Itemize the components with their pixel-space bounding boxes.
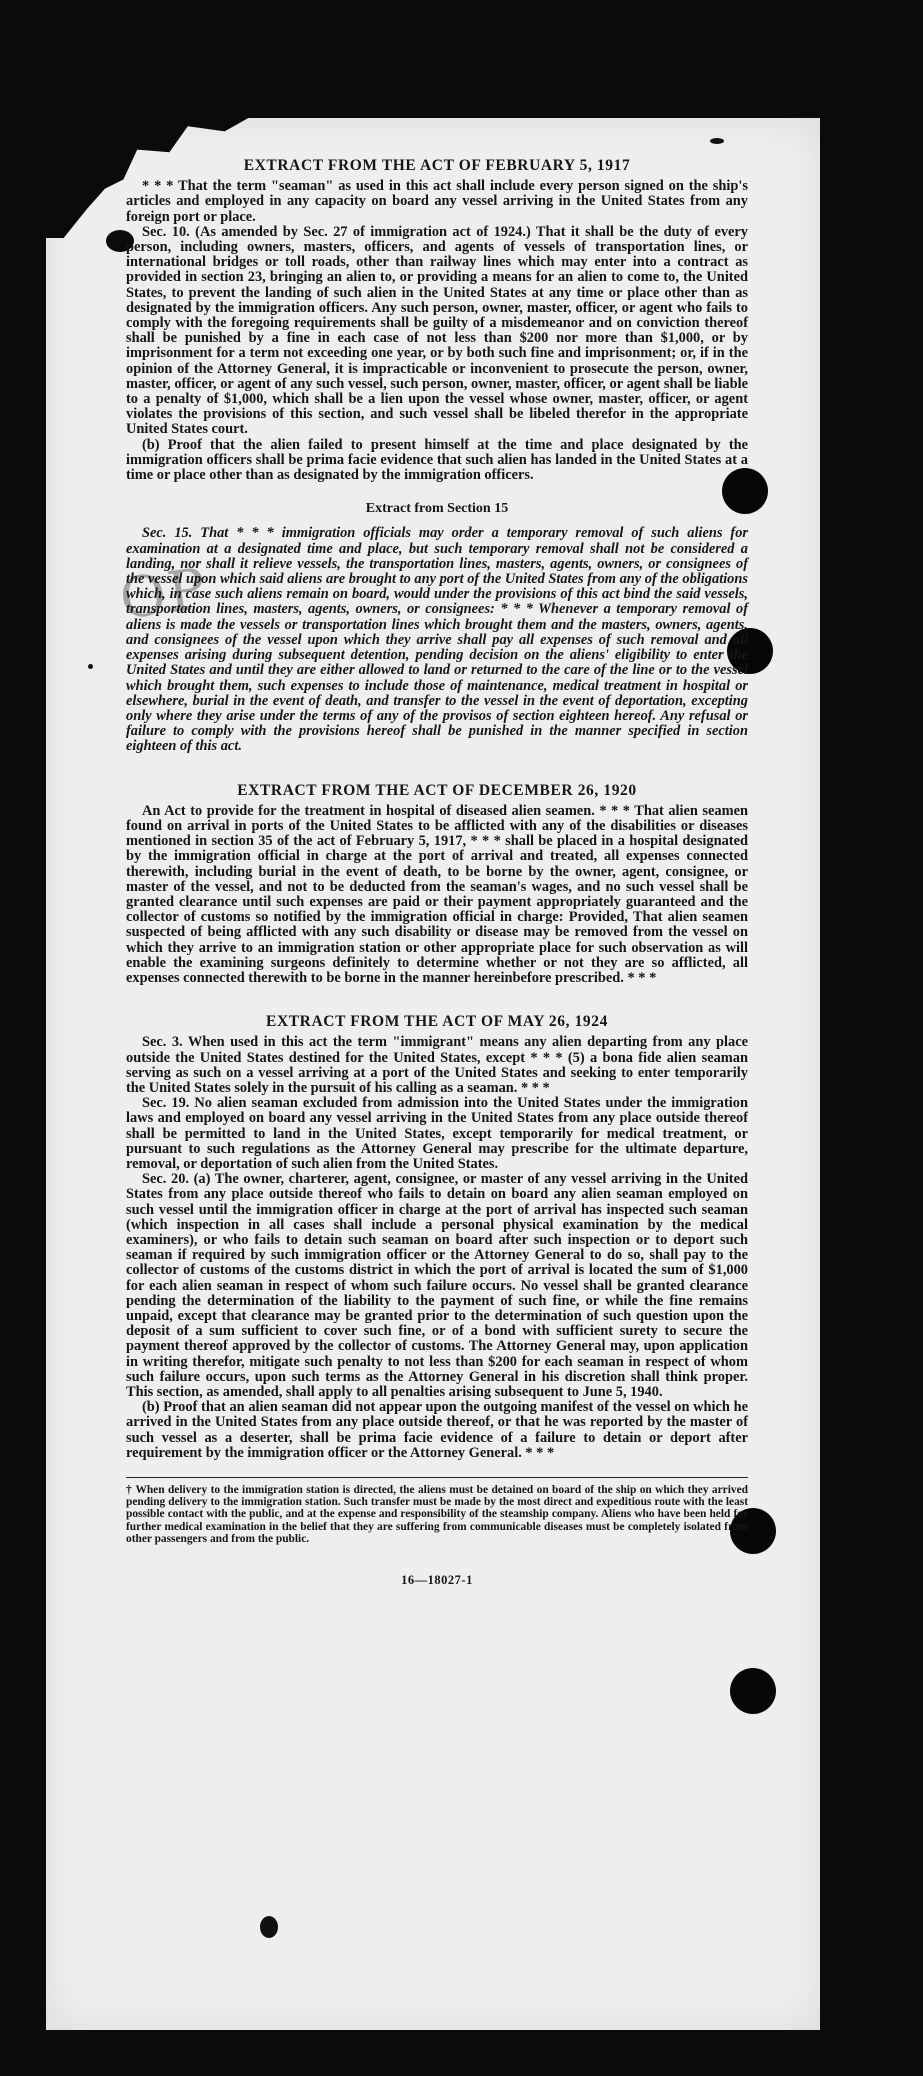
paragraph-section-15: Sec. 15. That * * * immigration officials may order a temporary removal of such aliens for examination at a designated time and place, but such temporary removal shall not be considered a landing, nor shall it relieve vessels, the transportation lines, masters, agents, owners, or consignees of the vessel upon which said aliens are brought to any port of the United States from any of the obligations which, in case such aliens remain on board, would under the provisions of this act bind the said vessels, transportation lines, masters, agents, owners, or consignees: * * * Whenever a temporary removal of aliens is made the vessels or transportation lines which brought them and the masters, owners, agents, and consignees of the vessel upon which they arrive shall pay all expenses of such removal and all expenses arising during subsequent detention, pending decision on the aliens' eligibility to enter the United States and until they are either allowed to land or returned to the care of the line or to the vessel which brought them, such expenses to include those of maintenance, medical treatment in hospital or elsewhere, burial in the event of death, and transfer to the vessel in the event of deportation, excepting only where they arise under the terms of any of the provisos of section eighteen hereof. Any refusal or failure to comply with the provisions hereof shall be punished in the manner specified in section eighteen of this act. <box>126 525 748 755</box>
ink-speck <box>710 138 724 144</box>
footnote: † When delivery to the immigration station is directed, the aliens must be detained on board of the ship on which they arrived pending delivery to the immigration station. Such transfer must be made by the most direct and expeditious route with the least possible contact with the public, and at the expense and responsibility of the steamship company. Aliens who have been held for further medical examination in the belief that they are suffering from communicable diseases must be completely isolated from other passengers and from the public. <box>126 1477 748 1545</box>
paragraph-section-20-a: Sec. 20. (a) The owner, charterer, agent, consignee, or master of any vessel arriving in the United States from any place outside thereof who fails to detain on board any alien seaman employed on such vessel until the immigration officer in charge at the port of arrival has inspected such seaman (which inspection in all cases shall include a personal physical examination by the medical examiners), or who fails to detain such seaman on board after such inspection or to deport such seaman if required by such immigration officer or the Attorney General to do so, shall pay to the collector of customs of the customs district in which the port of arrival is located the sum of $1,000 for each alien seaman in respect of whom such failure occurs. No vessel shall be granted clearance pending the determination of the liability to the payment of such fine, or while the fine remains unpaid, except that clearance may be granted prior to the determination of such question upon the deposit of a sum sufficient to cover such fine, or of a bond with sufficient surety to secure the payment thereof approved by the collector of customs. The Attorney General may, upon application in writing therefor, mitigate such penalty to not less than $200 for each seaman in respect of whom such failure occurs, upon such terms as the Attorney General in his discretion shall think proper. This section, as amended, shall apply to all penalties arising subsequent to June 5, 1940. <box>126 1171 748 1401</box>
form-number: 16—18027-1 <box>401 1573 473 1588</box>
heading-act-1917: EXTRACT FROM THE ACT OF FEBRUARY 5, 1917 <box>243 157 631 174</box>
handwritten-mark: OP <box>115 556 212 633</box>
paragraph-section-3: Sec. 3. When used in this act the term "immigrant" means any alien departing from any place outside the United States destined for the United States, except * * * (5) a bona fide alien seaman serving as such on a vessel arriving at a port of the United States and seeking to enter temporarily the United States solely in the pursuit of his calling as a seaman. * * * <box>126 1034 748 1096</box>
document-body <box>126 158 748 1588</box>
paragraph-section-10: Sec. 10. (As amended by Sec. 27 of immigration act of 1924.) That it shall be the duty of every person, including owners, masters, officers, and agents of vessels of transportation lines, or international bridges or toll roads, other than railway lines which may enter into a contract as provided in section 23, bringing an alien to, or providing a means for an alien to come to, the United States, to prevent the landing of such alien in the United States at any time or place other than as designated by the immigration officers. Any such person, owner, master, officer, or agent who fails to comply with the foregoing requirements shall be guilty of a misdemeanor and on conviction thereof shall be punished by a fine in each case of not less than $200 nor more than $1,000, or by imprisonment for a term not exceeding one year, or by both such fine and imprisonment; or, if in the opinion of the Attorney General, it is impracticable or inconvenient to prosecute the person, owner, master, officer, or agent of any such vessel, such person, owner, master, officer, or agent shall be liable to a penalty of $1,000, which shall be a lien upon the vessel whose owner, master, officer, or agent violates the provisions of this section, and such vessel shall be libeled therefor in the appropriate United States court. <box>126 223 748 438</box>
paragraph-section-10-b: (b) Proof that the alien failed to present himself at the time and place designated by the immigration officers shall be prima facie evidence that such alien has landed in the United States at a time or place other than as designated by the immigration officers. <box>126 436 748 484</box>
paragraph-act-1920: An Act to provide for the treatment in hospital of diseased alien seamen. * * * That alien seamen found on arrival in ports of the United States to be afflicted with any of the disabilities or diseases mentioned in section 35 of the act of February 5, 1917, * * * shall be placed in a hospital designated by the immigration official in charge at the port of arrival and treated, all expenses connected therewith, including burial in the event of death, to be borne by the owner, agent, consignee, or master of the vessel, and not to be deducted from the seaman's wages, and no such vessel shall be granted clearance until such expenses are paid or their payment appropriately guaranteed and the collector of customs so notified by the immigration official in charge: Provided, That alien seamen suspected of being afflicted with any such disability or disease may be removed from the vessel on which they arrive to an immigration station or other appropriate place for such observation as will enable the examining surgeons definitely to determine whether or not they are so afflicted, all expenses connected therewith to be borne in the manner hereinbefore prescribed. * * * <box>126 802 748 986</box>
paragraph-section-19: Sec. 19. No alien seaman excluded from admission into the United States under the immigration laws and employed on board any vessel arriving in the United States from any place outside thereof shall be permitted to land in the United States, except temporarily for medical treatment, or pursuant to such regulations as the Attorney General may prescribe for the ultimate departure, removal, or deportation of such alien from the United States. <box>126 1095 748 1172</box>
punch-hole <box>730 1668 776 1714</box>
paragraph-section-20-b: (b) Proof that an alien seaman did not appear upon the outgoing manifest of the vessel on which he arrived in the United States from any place outside thereof, or that he was reported by the master of such vessel as a deserter, shall be prima facie evidence of a failure to detain or deport after requirement by the immigration officer or the Attorney General. * * * <box>126 1399 748 1461</box>
ink-speck <box>260 1916 278 1938</box>
heading-act-1924: EXTRACT FROM THE ACT OF MAY 26, 1924 <box>266 1013 608 1031</box>
paragraph-seaman-definition: * * * That the term "seaman" as used in this act shall include every person signed on the ship's articles and employed in any capacity on board any vessel arriving in the United States from any foreign port or place. <box>126 178 748 225</box>
document-page <box>46 118 820 2030</box>
heading-section-15: Extract from Section 15 <box>365 501 509 517</box>
ink-speck <box>88 664 93 669</box>
heading-act-1920: EXTRACT FROM THE ACT OF DECEMBER 26, 1920 <box>237 781 637 799</box>
